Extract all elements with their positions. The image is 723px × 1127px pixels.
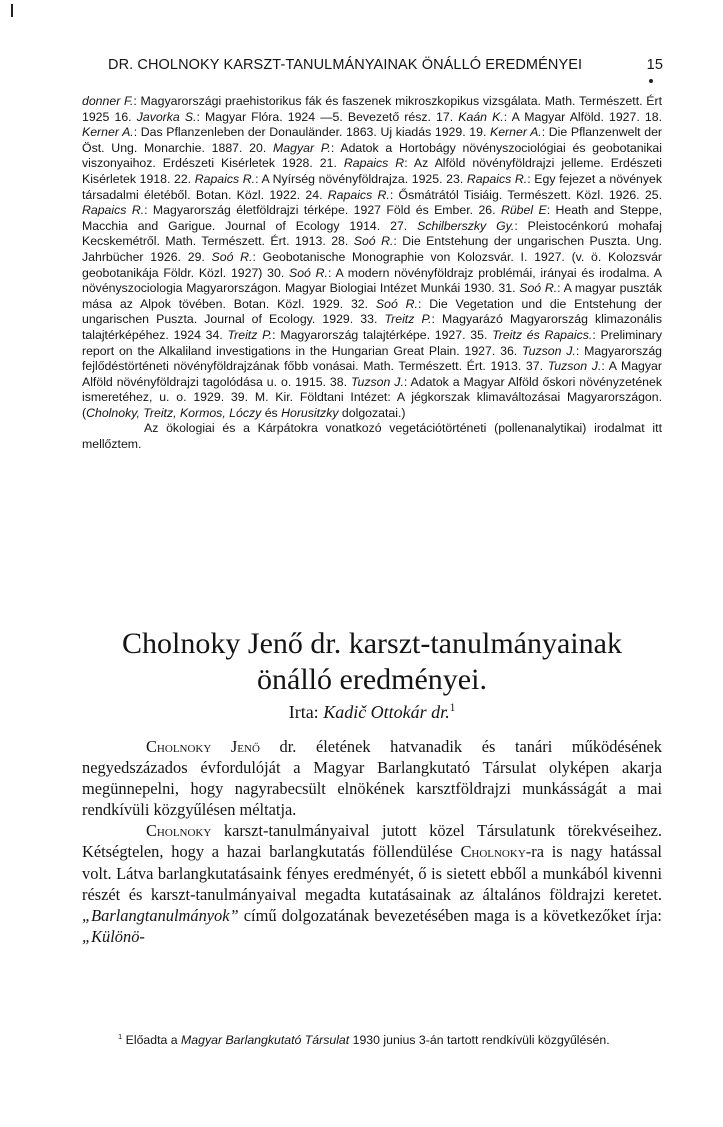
reference-segment-text: : Geobotanische Monographie von Kolozsvár. I. 1927. (v. ö. Kolozsvár geobotanikája Földr. Közl. 1927) 30. [82,249,663,280]
reference-segment-italic: Rapaics R. [194,171,256,186]
reference-list [82,94,662,453]
reference-segment-italic: Schilberszky Gy. [417,218,515,233]
reference-segment-italic: Cholnoky, Treitz, Kormos, Lóczy [86,405,262,420]
reference-segment-text: : A modern növényföldrajz problémái, irányai és irodalma. A növényszociologia Magyarországon. Magyar Biologiai Intézet Munkái 1930. 31. [82,265,662,296]
author-footnote-mark: 1 [449,702,456,714]
page-number: 15 [646,57,663,73]
reference-segment-italic: Soó R. [289,265,328,280]
reference-segment-text: és [261,405,282,420]
body-paragraph-2 [82,820,662,947]
article-byline [82,702,662,723]
reference-segment-italic: donner F. [82,94,134,108]
body-segment-italic: „Barlangtanulmányok” [82,905,239,925]
footnote-mark: 1 [118,1031,123,1041]
reference-segment-text: : Magyarország fejlődéstörténeti növényföldrajzának főbb vonásai. Math. Természett. Ért. 1913. 37. [82,343,662,374]
running-title: DR. CHOLNOKY KARSZT-TANULMÁNYAINAK ÖNÁLLÓ EREDMÉNYEI [108,57,583,73]
reference-segment-italic: Soó R. [353,234,394,249]
article-title-line-1: Cholnoky Jenő dr. karszt-tanulmányainak [122,627,622,660]
reference-segment-italic: Magyar P. [273,140,331,155]
reference-segment-text: : Die Entstehung der ungarischen Puszta. Ung. Jahrbücher 1926. 29. [82,234,662,264]
article-title [82,626,662,698]
margin-mark [11,4,13,17]
article-author: Kadič Ottokár dr. [323,702,450,722]
reference-segment-italic: Kerner A. [82,125,134,140]
reference-segment-italic: Soó R. [211,249,253,264]
reference-segment-italic: Tuzson J. [522,343,576,358]
body-segment-text: karszt-tanulmányaival jutott közel Társulatunk törekvéseihez. Kétségtelen, hogy a hazai barlangkutatás föllendülése [82,821,662,862]
body-segment-text: -ra is nagy hatással volt. Látva barlangkutatásaink fényes eredményét, ő is sietett ebből a munkából kivenni részét és karszt-tanulmányaival megadta kutatásainak az általános földrajzi keretet. [82,842,662,904]
article-body [82,736,662,947]
reference-segment-text: : Magyarország talajtérképe. 1927. 35. [272,327,493,342]
reference-segment-text: : Egy fejezet a növények társadalmi életéből. Botan. Közl. 1922. 24. [82,171,663,202]
byline-prefix: Irta: [288,702,319,722]
body-segment-smallcaps: Cholnoky [146,821,212,841]
reference-segment-italic: Horusitzky [281,405,339,420]
reference-paragraph [82,94,662,421]
footnote [82,1032,662,1048]
reference-segment-text: : Die Pflanzenwelt der Öst. Ung. Monarchie. 1887. 20. [82,125,662,155]
footnote-segment-text: 1930 junius 3-án tartott rendkívüli közgyűlésén. [349,1033,610,1047]
reference-segment-italic: Rapaics R. [327,187,390,202]
reference-segment-italic: Rübel E [500,203,547,218]
body-segment-smallcaps: Cholnoky Jenő [146,737,260,756]
reference-segment-italic: Javorka S. [136,109,197,124]
body-segment-text: című dolgozatának bevezetésében maga is a következőket írja: [238,905,662,925]
reference-segment-text: : Ősmátrától Tisiáig. Természett. Közl. 1926. 25. [389,187,662,202]
reference-segment-text: : Az Alföld növényföldrajzi jelleme. Erdészeti Kisérletek 1918. 22. [82,156,662,186]
reference-segment-text: dolgozatai.) [338,405,406,420]
reference-segment-italic: Treitz P. [227,327,273,342]
body-segment-smallcaps: Cholnoky [460,842,526,862]
running-header [108,57,663,73]
reference-segment-text: : Magyarország életföldrajzi térképe. 1927 Föld és Ember. 26. [144,203,501,218]
reference-segment-italic: Rapaics R. [82,203,145,218]
reference-segment-italic: Kerner A. [490,125,542,140]
footnote-segment-text: Előadta a [125,1033,182,1047]
article-title-line-2: önálló eredményei. [257,663,487,696]
reference-segment-text: : Magyarországi praehistorikus fák és faszenek mikroszkopikus vizsgálata. Math. Természett. Ért 1925 16. [82,94,662,124]
reference-segment-text: : Pleistocénkorú mohafaj Kecskemétről. Math. Természett. Ért. 1913. 28. [82,218,662,249]
reference-segment-italic: Soó R. [375,296,418,311]
reference-closing-note: Az ökologiai és a Kárpátokra vonatkozó vegetációtörténeti (pollenanalytikai) irodalmat itt mellőztem. [82,421,662,452]
reference-segment-text: : A Magyar Alföld növényföldrajzi tagolódása u. o. 1915. 38. [82,359,662,389]
reference-segment-text: : Preliminary report on the Alkaliland investigations in the Hungarian Great Plain. 1927. 36. [82,327,662,358]
reference-segment-italic: Treitz és Rapaics. [492,327,593,342]
reference-segment-text: : A Magyar Alföld. 1927. 18. [503,109,662,124]
reference-segment-italic: Tuzson J. [547,359,602,374]
reference-segment-italic: Rapaics R. [466,171,528,186]
reference-segment-italic: Rapaics R [343,156,405,171]
reference-segment-text: : A Nyírség növényföldrajza. 1925. 23. [255,171,467,186]
reference-segment-italic: Kaán K. [458,109,504,124]
footnote-text [126,1033,610,1047]
reference-segment-italic: Treitz P. [384,312,432,327]
body-segment-italic: „Különö- [82,926,145,946]
reference-segment-text: : Die Vegetation und die Entstehung der ungarischen Puszta. Journal of Ecology. 1929. 33. [82,296,663,327]
body-paragraph-1 [82,736,662,820]
reference-segment-text: : Magyar Flóra. 1924 —5. Bevezető rész. 17. [196,109,459,124]
body-segment-text: dr. életének hatvanadik és tanári működésének negyedszázados évfordulóját a Magyar Barlangkutató Társulat olyképen akarja megünnepelni, hogy nagyrabecsült elnökének karsztföldrajzi munkásságát a mai rendkívüli közgyűlésen méltatja. [82,737,663,820]
reference-segment-text: : Heath and Steppe, Macchia and Garigue. Journal of Ecology 1914. 27. [82,203,663,233]
printer-dot [649,79,653,83]
reference-segment-text: : Das Pflanzenleben der Donauländer. 1863. Uj kiadás 1929. 19. [133,125,491,140]
reference-segment-text: : Magyarázó Magyarország klimazonális talajtérképéhez. 1924 34. [82,312,662,342]
footnote-segment-italic: Magyar Barlangkutató Társulat [181,1033,350,1047]
reference-segment-text: : Adatok a Hortobágy növényszociológiai és geobotanikai viszonyaihoz. Erdészeti Kisérletek 1928. 21. [82,140,662,171]
reference-segment-text: : A magyar puszták mása az Alpok tövében. Botan. Közl. 1929. 32. [82,281,662,311]
reference-segment-italic: Soó R. [519,281,558,296]
reference-segment-text: : Adatok a Magyar Alföld őskori növényzetének ismeretéhez, u. o. 1929. 39. M. Kir. Földtani Intézet: A jégkorszak klimaváltozásai Magyarországon. ( [82,374,662,420]
reference-segment-italic: Tuzson J. [350,374,404,389]
